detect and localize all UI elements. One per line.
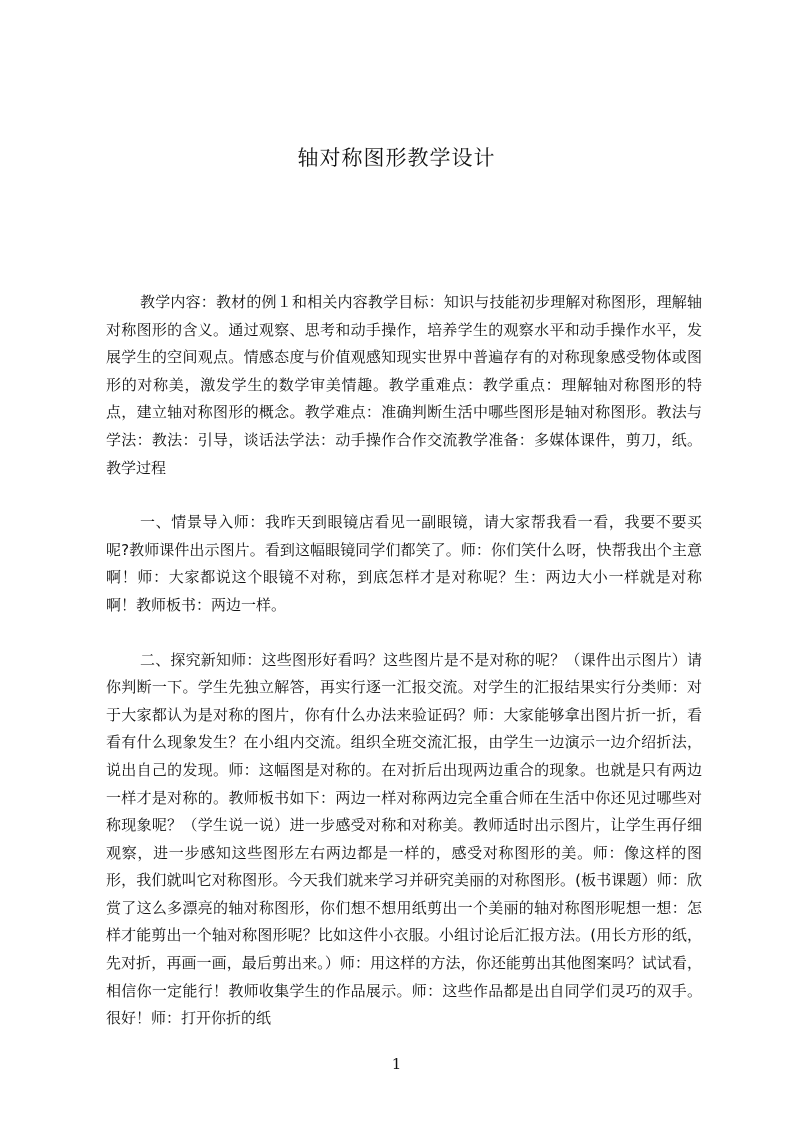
page-number: 1 [391,1055,402,1073]
paragraph-scene-introduction: 一、情景导入师：我昨天到眼镜店看见一副眼镜，请大家帮我看一看，我要不要买呢?教师课件出示图片。看到这幅眼镜同学们都笑了。师：你们笑什么呀，快帮我出个主意啊！师：大家都说这个眼镜不对称，到底怎样才是对称呢？生：两边大小一样就是对称啊！教师板书：两边一样。 [106,513,702,614]
document-title: 轴对称图形教学设计 [297,146,496,170]
paragraph-explore-new-knowledge: 二、探究新知师：这些图形好看吗？这些图片是不是对称的呢？（课件出示图片）请你判断一下。学生先独立解答，再实行逐一汇报交流。对学生的汇报结果实行分类师：对于大家都认为是对称的图片，你有什么办法来验证码？师：大家能够拿出图片折一折，看看有什么现象发生？在小组内交流。组织全班交流汇报，由学生一边演示一边介绍折法，说出自己的发现。师：这幅图是对称的。在对折后出现两边重合的现象。也就是只有两边一样才是对称的。教师板书如下：两边一样对称两边完全重合师在生活中你还见过哪些对称现象呢？（学生说一说）进一步感受对称和对称美。教师适时出示图片，让学生再仔细观察，进一步感知这些图形左右两边都是一样的，感受对称图形的美。师：像这样的图形，我们就叫它对称图形。今天我们就来学习并研究美丽的对称图形。(板书课题）师：欣赏了这么多漂亮的轴对称图形，你们想不想用纸剪出一个美丽的轴对称图形呢想一想：怎样才能剪出一个轴对称图形呢？比如这件小衣服。小组讨论后汇报方法。(用长方形的纸，先对折，再画一画，最后剪出来。）师：用这样的方法，你还能剪出其他图案吗？试试看，相信你一定能行！教师收集学生的作品展示。师：这些作品都是出自同学们灵巧的双手。很好！师：打开你折的纸 [106,650,702,1028]
document-body [106,289,702,1060]
paragraph-teaching-content: 教学内容：教材的例１和相关内容教学目标：知识与技能初步理解对称图形，理解轴对称图形的含义。通过观察、思考和动手操作，培养学生的观察水平和动手操作水平，发展学生的空间观点。情感态度与价值观感知现实世界中普遍存有的对称现象感受物体或图形的对称美，激发学生的数学审美情趣。教学重难点：教学重点：理解轴对称图形的特点，建立轴对称图形的概念。教学难点：准确判断生活中哪些图形是轴对称图形。教法与学法：教法：引导，谈话法学法：动手操作合作交流教学准备：多媒体课件，剪刀，纸。教学过程 [106,293,702,477]
